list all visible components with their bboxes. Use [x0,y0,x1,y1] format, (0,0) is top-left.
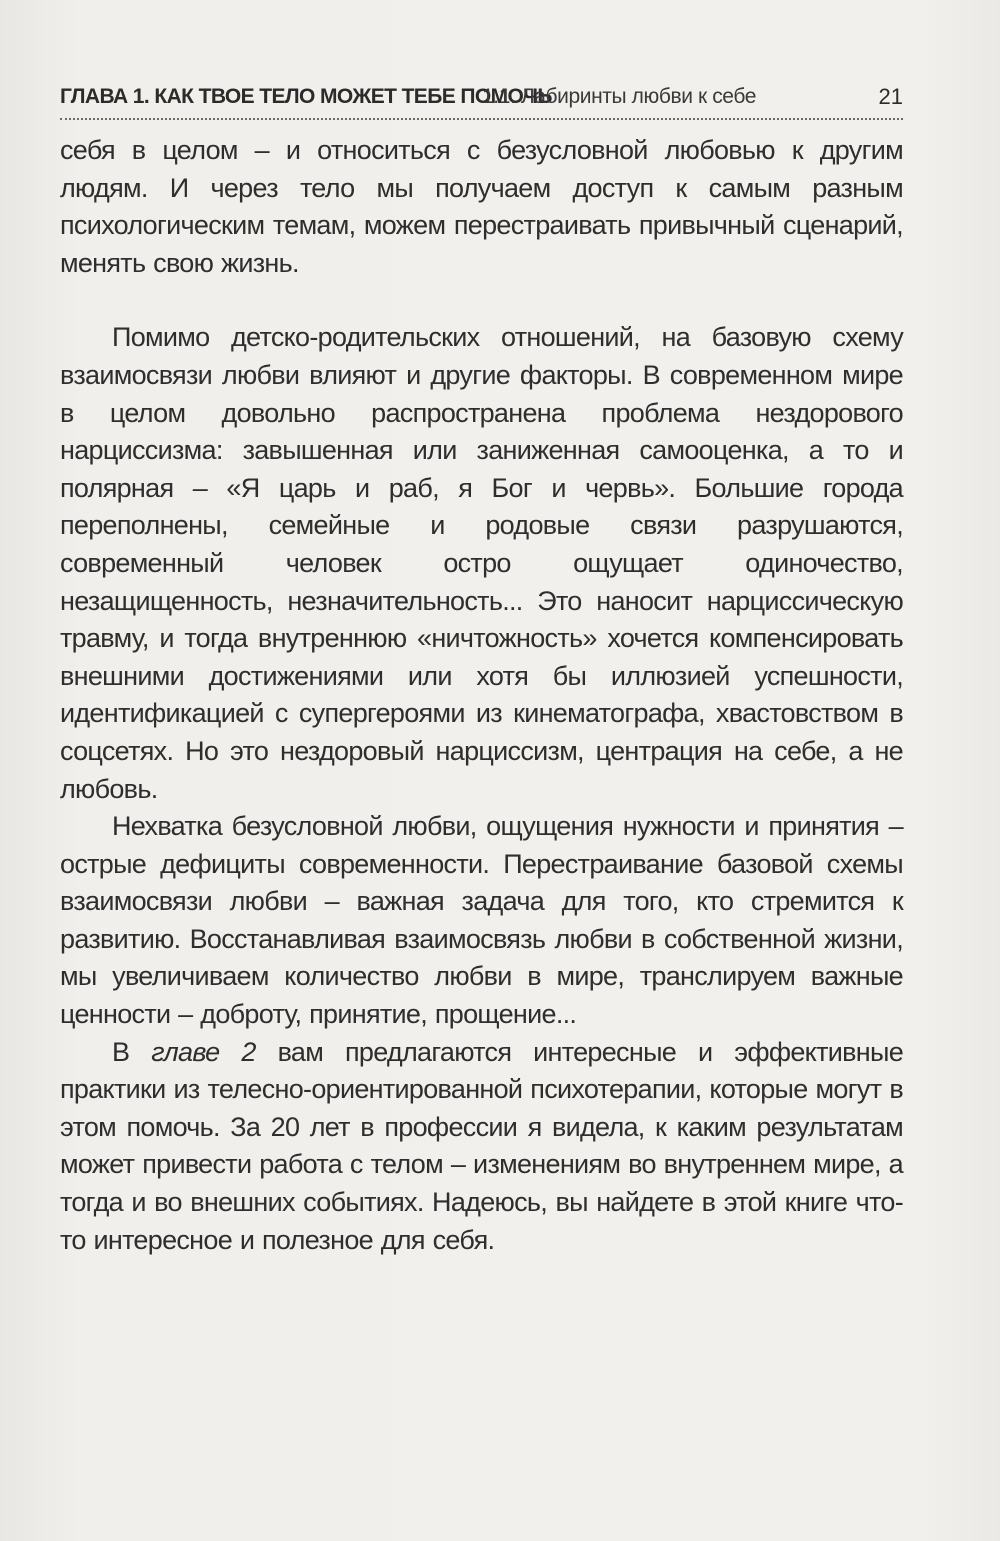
header-divider [60,118,903,120]
paragraph-prefix: В [112,1036,152,1067]
page-number: 21 [878,84,903,109]
running-header [60,78,903,118]
paragraph [60,1034,903,1260]
section-title: 1.1. Лабиринты любви к себе [482,85,757,108]
paragraph: Помимо детско-родительских отношений, на базовую схему взаимосвязи любви влияют и другие факторы. В современном мире в целом довольно распространена проблема нездорового нарциссизма: завышенная или заниженная самооценка, а то и полярная – «Я царь и раб, я Бог и червь». Большие города переполнены, семейные и родовые связи разрушаются, современный человек остро ощущает одиночество, незащищенность, незначительность... Это наносит нарциссическую травму, и тогда внутреннюю «ничтожность» хочется компенсировать внешними достижениями или хотя бы иллюзией успешности, идентификацией с супергероями из кинематографа, хвастовством в соцсетях. Но это нездоровый нарциссизм, центрация на себе, а не любовь. [60,322,903,804]
paragraph: Нехватка безусловной любви, ощущения нужности и принятия – острые дефициты современности. Перестраивание базовой схемы взаимосвязи любви – важная задача для того, кто стремится к развитию. Восстанавливая взаимосвязь любви в собственной жизни, мы увеличиваем количество любви в мире, транслируем важные ценности – доброту, принятие, прощение... [60,811,903,1030]
paragraph-continued: себя в целом – и относиться с безусловной любовью к другим людям. И через тело мы получаем доступ к самым разным психологическим темам, можем перестраивать привычный сценарий, менять свою жизнь. [60,135,903,278]
paragraph-rest: вам предлагаются интересные и эффективные практики из телесно-ориентированной психотерапии, которые могут в этом помочь. За 20 лет в профессии я видела, к каким результатам может привести работа с телом – изменениям во внутреннем мире, а тогда и во внешних событиях. Надеюсь, вы найдете в этой книге что-то интересное и полезное для себя. [60,1036,904,1255]
chapter-title: ГЛАВА 1. КАК ТВОЕ ТЕЛО МОЖЕТ ТЕБЕ ПОМОЧЬ [60,85,552,108]
chapter-reference: главе 2 [151,1036,256,1067]
page-body [60,132,903,1259]
